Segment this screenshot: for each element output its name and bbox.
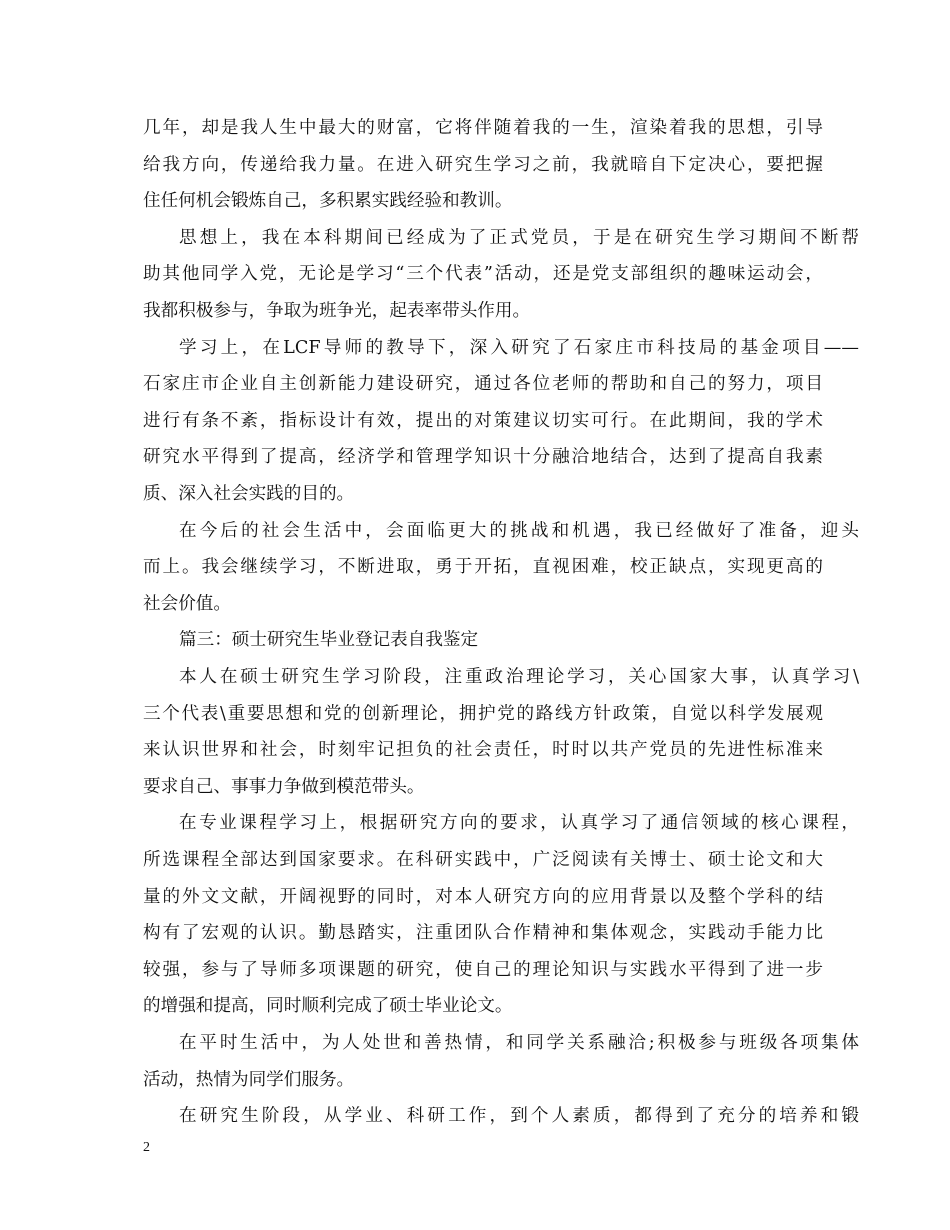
text-line: 给我方向，传递给我力量。在进入研究生学习之前，我就暗自下定决心，要把握 <box>143 154 823 175</box>
text-line: 在研究生阶段，从学业、科研工作，到个人素质，都得到了充分的培养和锻 <box>179 1106 859 1127</box>
text-line: 较强，参与了导师多项课题的研究，使自己的理论知识与实践水平得到了进一步 <box>143 959 823 980</box>
text-line: 社会价值。 <box>143 593 231 614</box>
text-line: 构有了宏观的认识。勤恳踏实，注重团队合作精神和集体观念，实践动手能力比 <box>143 923 823 944</box>
text-line: 研究水平得到了提高，经济学和管理学知识十分融洽地结合，达到了提高自我素 <box>143 447 823 468</box>
text-line: 所选课程全部达到国家要求。在科研实践中，广泛阅读有关博士、硕士论文和大 <box>143 850 823 870</box>
text-line: 学习上，在LCF导师的教导下，深入研究了石家庄市科技局的基金项目—— <box>179 337 859 358</box>
text-line: 在今后的社会生活中，会面临更大的挑战和机遇，我已经做好了准备，迎头 <box>179 520 859 541</box>
text-line: 助其他同学入党，无论是学习“三个代表”活动，还是党支部组织的趣味运动会， <box>143 264 823 285</box>
text-line: 而上。我会继续学习，不断进取，勇于开拓，直视困难，校正缺点，实现更高的 <box>143 557 823 578</box>
text-line: 质、深入社会实践的目的。 <box>143 484 355 504</box>
text-line: 在平时生活中，为人处世和善热情，和同学关系融洽;积极参与班级各项集体 <box>179 1033 859 1053</box>
text-line: 思想上，我在本科期间已经成为了正式党员，于是在研究生学习期间不断帮 <box>179 227 859 248</box>
text-line: 在专业课程学习上，根据研究方向的要求，认真学习了通信领域的核心课程， <box>179 813 859 834</box>
text-line: 活动，热情为同学们服务。 <box>143 1069 355 1090</box>
text-line: 量的外文文献，开阔视野的同时，对本人研究方向的应用背景以及整个学科的结 <box>143 886 823 907</box>
text-line: 我都积极参与，争取为班争光，起表率带头作用。 <box>143 301 531 321</box>
text-line: 进行有条不紊，指标设计有效，提出的对策建议切实可行。在此期间，我的学术 <box>143 410 823 431</box>
text-line: 住任何机会锻炼自己，多积累实践经验和教训。 <box>143 191 513 212</box>
page-number: 2 <box>143 1140 150 1155</box>
text-line: 的增强和提高，同时顺利完成了硕士毕业论文。 <box>143 996 513 1017</box>
text-line: 三个代表\重要思想和党的创新理论，拥护党的路线方针政策，自觉以科学发展观 <box>143 703 823 724</box>
text-line: 几年，却是我人生中最大的财富，它将伴随着我的一生，渲染着我的思想，引导 <box>143 118 823 138</box>
text-line: 来认识世界和社会，时刻牢记担负的社会责任，时时以共产党员的先进性标准来 <box>143 740 823 761</box>
text-line: 石家庄市企业自主创新能力建设研究，通过各位老师的帮助和自己的努力，项目 <box>143 374 823 395</box>
text-line: 本人在硕士研究生学习阶段，注重政治理论学习，关心国家大事，认真学习\ <box>179 667 859 687</box>
text-line: 篇三：硕士研究生毕业登记表自我鉴定 <box>179 630 479 651</box>
text-line: 要求自己、事事力争做到模范带头。 <box>143 776 425 797</box>
